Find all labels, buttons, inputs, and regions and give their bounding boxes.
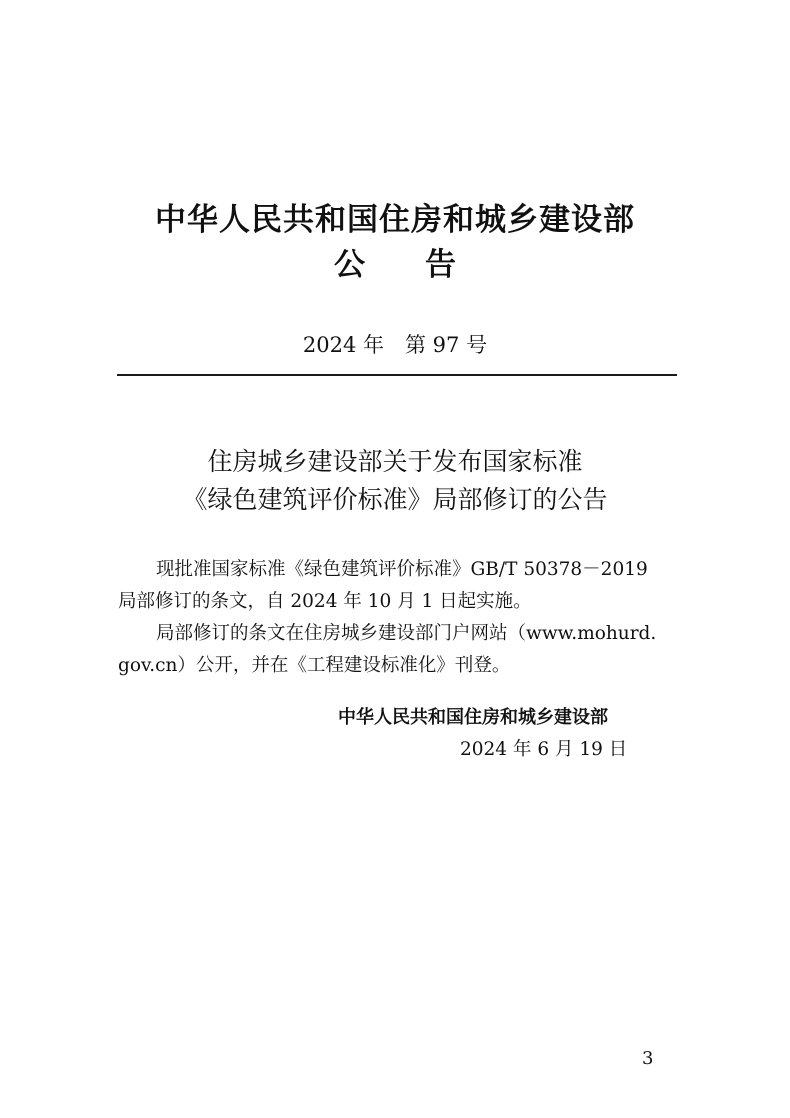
signature-date: 2024 年 6 月 19 日 [460, 739, 628, 760]
body-paragraph-1-line-1: 现批准国家标准《绿色建筑评价标准》GB/T 50378－2019 [156, 559, 648, 580]
page-number: 3 [642, 1048, 654, 1069]
agency-title: 中华人民共和国住房和城乡建设部 [155, 202, 635, 238]
announcement-title-line-1: 住房城乡建设部关于发布国家标准 [207, 447, 583, 476]
body-paragraph-2-line-2: gov.cn）公开，并在《工程建设标准化》刊登。 [118, 655, 511, 676]
body-paragraph-1-line-2: 局部修订的条文，自 2024 年 10 月 1 日起实施。 [118, 591, 532, 612]
issue-number: 2024 年 第 97 号 [302, 333, 488, 357]
signature-organization: 中华人民共和国住房和城乡建设部 [338, 707, 608, 728]
notice-word: 公告 [334, 247, 516, 283]
body-paragraph-2-line-1: 局部修订的条文在住房城乡建设部门户网站（www.mohurd. [156, 623, 657, 644]
announcement-title-line-2: 《绿色建筑评价标准》局部修订的公告 [182, 485, 608, 514]
header-divider [117, 374, 677, 376]
